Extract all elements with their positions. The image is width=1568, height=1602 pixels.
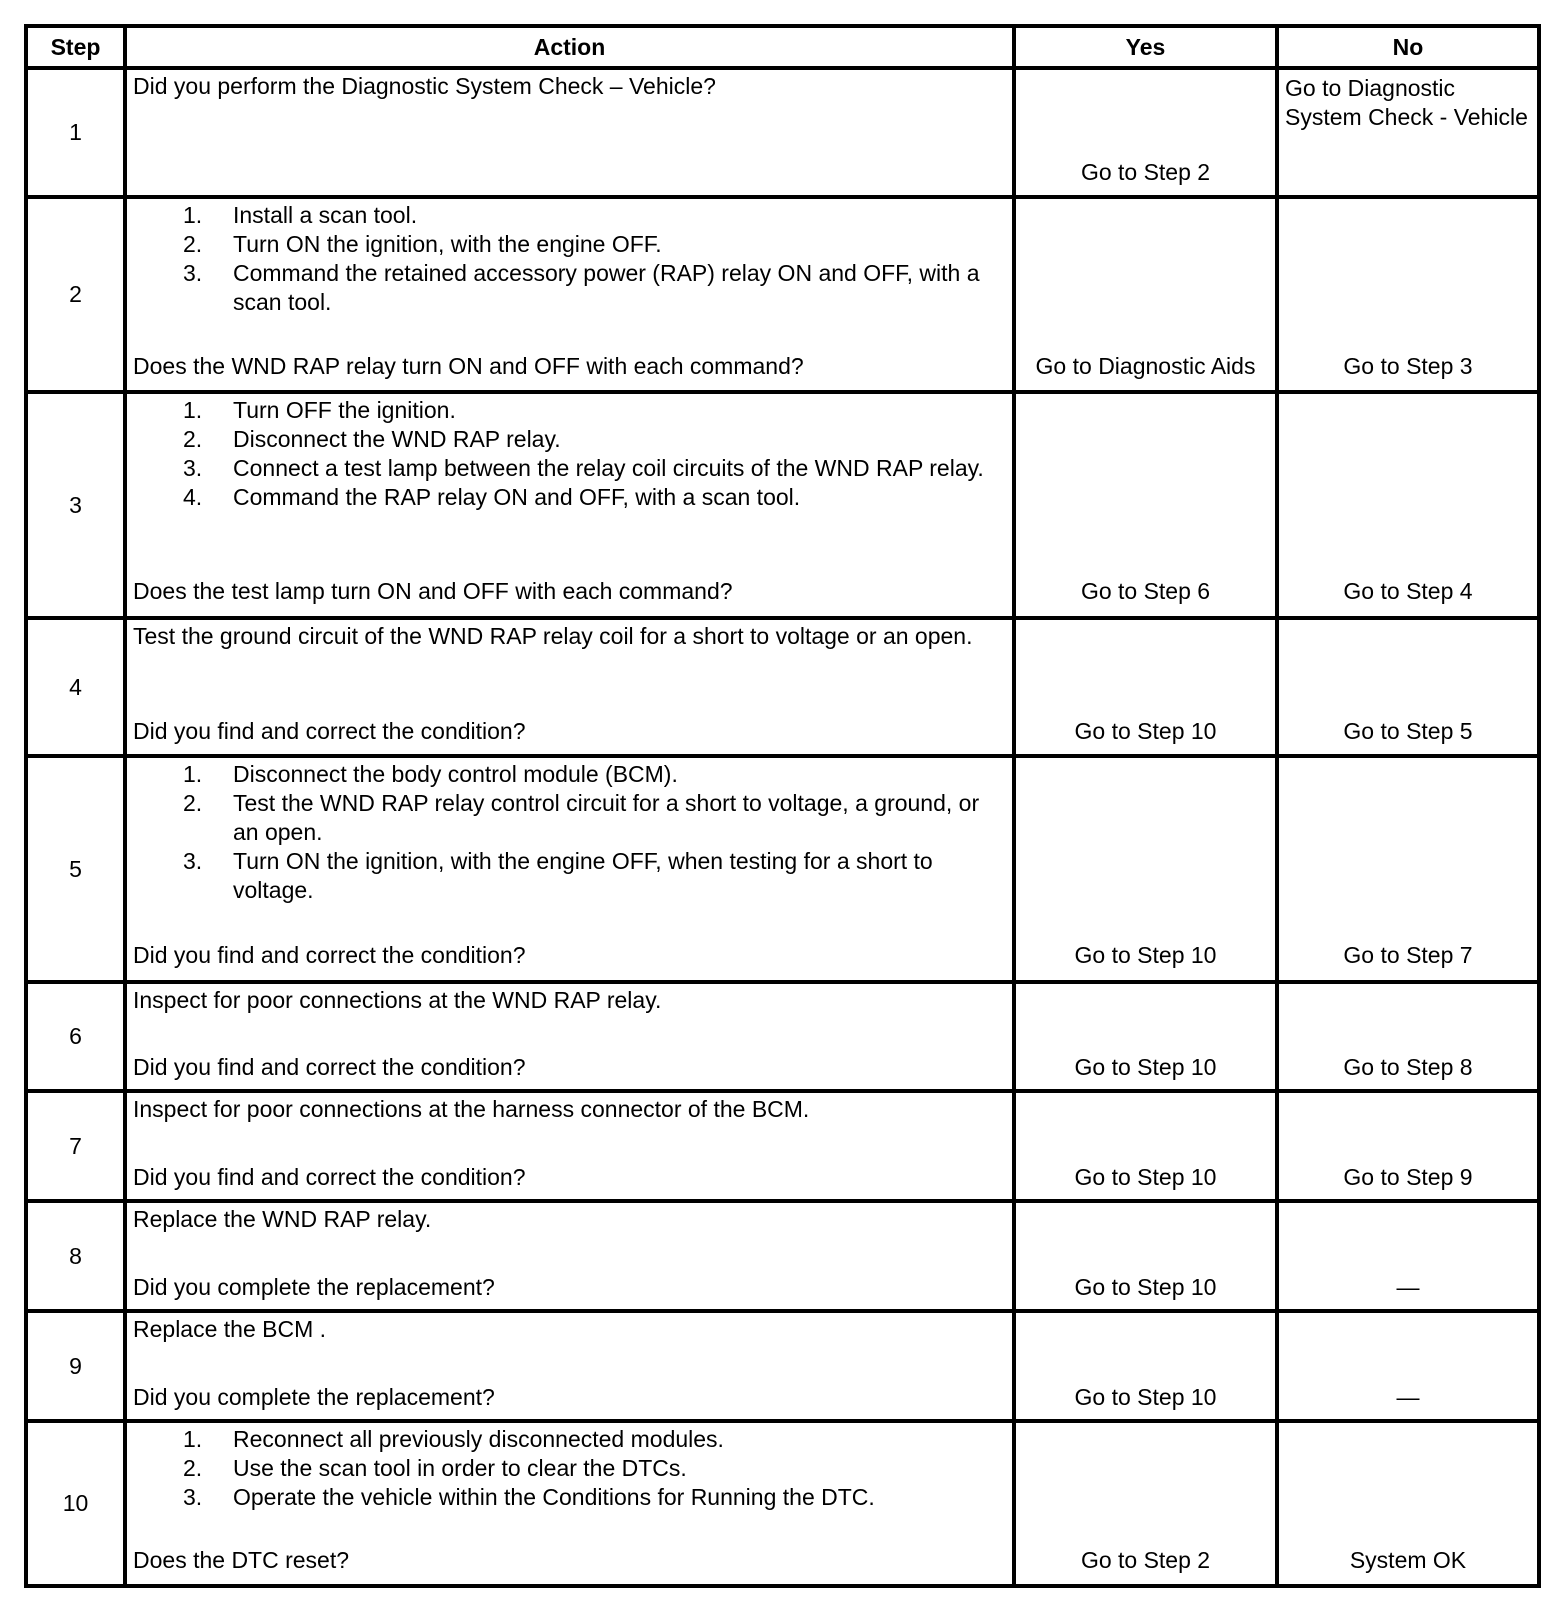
action-question: Does the test lamp turn ON and OFF with each command? bbox=[133, 577, 733, 604]
step-number: 10 bbox=[26, 1421, 125, 1586]
action-instructions bbox=[133, 201, 1006, 317]
list-item-number: 4. bbox=[183, 483, 203, 510]
yes-result: Go to Step 10 bbox=[1074, 1384, 1217, 1411]
table-row bbox=[26, 1091, 1539, 1201]
list-item-number: 1. bbox=[183, 201, 203, 228]
yes-cell bbox=[1014, 1091, 1277, 1201]
list-item bbox=[133, 425, 1006, 454]
header-step: Step bbox=[26, 26, 125, 68]
no-result: Go to Diagnostic System Check - Vehicle bbox=[1285, 75, 1528, 130]
no-cell bbox=[1277, 982, 1539, 1091]
no-result: — bbox=[1396, 1274, 1420, 1301]
action-instructions bbox=[133, 1315, 1006, 1344]
yes-result: Go to Step 10 bbox=[1074, 1164, 1217, 1191]
list-item bbox=[133, 1454, 1006, 1483]
action-text: Inspect for poor connections at the harness connector of the BCM. bbox=[133, 1096, 810, 1123]
list-item bbox=[133, 454, 1006, 483]
list-item bbox=[133, 483, 1006, 512]
list-item-text: Install a scan tool. bbox=[233, 201, 418, 228]
header-row bbox=[26, 26, 1539, 68]
table-row bbox=[26, 392, 1539, 618]
list-item bbox=[133, 230, 1006, 259]
table-row bbox=[26, 197, 1539, 392]
list-item bbox=[133, 760, 1006, 789]
action-instructions bbox=[133, 1095, 1006, 1124]
action-instructions bbox=[133, 396, 1006, 512]
action-cell bbox=[125, 197, 1014, 392]
yes-result: Go to Step 10 bbox=[1074, 718, 1217, 745]
step-number: 5 bbox=[26, 756, 125, 982]
action-cell bbox=[125, 1201, 1014, 1311]
yes-cell bbox=[1014, 197, 1277, 392]
action-instructions bbox=[133, 760, 1006, 905]
action-cell bbox=[125, 68, 1014, 197]
table-row bbox=[26, 1201, 1539, 1311]
action-instructions bbox=[133, 986, 1006, 1015]
list-item-number: 3. bbox=[183, 259, 203, 286]
no-result: Go to Step 9 bbox=[1343, 1164, 1473, 1191]
list-item-text: Operate the vehicle within the Conditions for Running the DTC. bbox=[233, 1484, 875, 1511]
list-item-text: Turn ON the ignition, with the engine OFF, when testing for a short to voltage. bbox=[233, 848, 933, 904]
action-cell bbox=[125, 392, 1014, 618]
action-cell bbox=[125, 982, 1014, 1091]
action-question: Does the DTC reset? bbox=[133, 1547, 350, 1574]
action-instructions bbox=[133, 1425, 1006, 1512]
no-result: Go to Step 5 bbox=[1343, 718, 1473, 745]
yes-result: Go to Step 2 bbox=[1080, 1547, 1211, 1574]
action-step-list bbox=[133, 201, 1006, 317]
action-cell bbox=[125, 1091, 1014, 1201]
yes-result: Go to Step 2 bbox=[1080, 159, 1211, 185]
list-item bbox=[133, 396, 1006, 425]
yes-result: Go to Step 6 bbox=[1080, 577, 1211, 604]
action-question: Did you find and correct the condition? bbox=[133, 942, 526, 969]
step-number: 6 bbox=[26, 982, 125, 1091]
list-item-text: Connect a test lamp between the relay coil circuits of the WND RAP relay. bbox=[233, 454, 984, 481]
list-item-number: 3. bbox=[183, 454, 203, 481]
step-number: 2 bbox=[26, 197, 125, 392]
table-row bbox=[26, 1421, 1539, 1586]
list-item-text: Command the retained accessory power (RAP) relay ON and OFF, with a scan tool. bbox=[233, 259, 980, 315]
table-row bbox=[26, 618, 1539, 756]
step-number: 1 bbox=[26, 68, 125, 197]
list-item-number: 3. bbox=[183, 848, 203, 875]
action-question: Did you find and correct the condition? bbox=[133, 1054, 526, 1081]
yes-cell bbox=[1014, 1421, 1277, 1586]
no-result: System OK bbox=[1349, 1547, 1467, 1574]
list-item bbox=[133, 847, 1006, 905]
list-item-text: Command the RAP relay ON and OFF, with a scan tool. bbox=[233, 483, 801, 510]
action-instructions bbox=[133, 622, 1006, 651]
no-cell bbox=[1277, 1201, 1539, 1311]
action-cell bbox=[125, 618, 1014, 756]
no-result: Go to Step 3 bbox=[1343, 352, 1473, 379]
no-cell bbox=[1277, 756, 1539, 982]
yes-cell bbox=[1014, 756, 1277, 982]
action-text: Test the ground circuit of the WND RAP relay coil for a short to voltage or an open. bbox=[133, 623, 973, 650]
list-item bbox=[133, 259, 1006, 317]
action-instructions bbox=[133, 72, 1006, 101]
no-cell bbox=[1277, 1091, 1539, 1201]
list-item-number: 1. bbox=[183, 1426, 203, 1453]
list-item-number: 2. bbox=[183, 1455, 203, 1482]
no-result: Go to Step 7 bbox=[1343, 942, 1473, 969]
list-item-number: 3. bbox=[183, 1484, 203, 1511]
yes-cell bbox=[1014, 392, 1277, 618]
list-item bbox=[133, 1483, 1006, 1512]
yes-cell bbox=[1014, 982, 1277, 1091]
header-no: No bbox=[1277, 26, 1539, 68]
list-item-number: 1. bbox=[183, 396, 203, 423]
list-item-number: 2. bbox=[183, 790, 203, 817]
step-number: 9 bbox=[26, 1311, 125, 1421]
list-item-text: Turn ON the ignition, with the engine OFF. bbox=[233, 230, 662, 257]
yes-cell bbox=[1014, 1311, 1277, 1421]
list-item bbox=[133, 789, 1006, 847]
step-number: 3 bbox=[26, 392, 125, 618]
no-result: Go to Step 4 bbox=[1343, 577, 1473, 604]
yes-result: Go to Step 10 bbox=[1074, 1054, 1217, 1081]
yes-cell bbox=[1014, 618, 1277, 756]
step-number: 7 bbox=[26, 1091, 125, 1201]
list-item-text: Reconnect all previously disconnected modules. bbox=[233, 1426, 724, 1453]
action-question: Did you find and correct the condition? bbox=[133, 1164, 526, 1191]
yes-cell bbox=[1014, 1201, 1277, 1311]
list-item bbox=[133, 1425, 1006, 1454]
no-cell bbox=[1277, 1311, 1539, 1421]
action-instructions bbox=[133, 1205, 1006, 1234]
list-item-text: Test the WND RAP relay control circuit for a short to voltage, a ground, or an open. bbox=[233, 790, 980, 846]
no-result: — bbox=[1396, 1384, 1420, 1411]
list-item-text: Disconnect the body control module (BCM). bbox=[233, 761, 678, 788]
action-step-list bbox=[133, 1425, 1006, 1512]
table-row bbox=[26, 68, 1539, 197]
action-text: Replace the WND RAP relay. bbox=[133, 1206, 432, 1233]
list-item-number: 1. bbox=[183, 761, 203, 788]
no-cell bbox=[1277, 1421, 1539, 1586]
list-item-number: 2. bbox=[183, 230, 203, 257]
no-cell bbox=[1277, 392, 1539, 618]
yes-result: Go to Step 10 bbox=[1074, 942, 1217, 969]
no-result: Go to Step 8 bbox=[1343, 1054, 1473, 1081]
list-item-text: Disconnect the WND RAP relay. bbox=[233, 425, 561, 452]
action-question: Did you complete the replacement? bbox=[133, 1274, 495, 1301]
list-item-number: 2. bbox=[183, 425, 203, 452]
step-number: 8 bbox=[26, 1201, 125, 1311]
action-cell bbox=[125, 756, 1014, 982]
yes-cell bbox=[1014, 68, 1277, 197]
action-text: Inspect for poor connections at the WND RAP relay. bbox=[133, 987, 662, 1014]
no-cell bbox=[1277, 68, 1539, 197]
action-question: Did you find and correct the condition? bbox=[133, 718, 526, 745]
action-text: Replace the BCM . bbox=[133, 1316, 327, 1343]
diagnostic-table bbox=[24, 24, 1541, 1588]
table-row bbox=[26, 1311, 1539, 1421]
table-body bbox=[26, 68, 1539, 1586]
yes-result: Go to Step 10 bbox=[1074, 1274, 1217, 1301]
header-action: Action bbox=[125, 26, 1014, 68]
no-cell bbox=[1277, 618, 1539, 756]
action-cell bbox=[125, 1311, 1014, 1421]
action-step-list bbox=[133, 396, 1006, 512]
action-step-list bbox=[133, 760, 1006, 905]
action-cell bbox=[125, 1421, 1014, 1586]
step-number: 4 bbox=[26, 618, 125, 756]
action-question: Does the WND RAP relay turn ON and OFF with each command? bbox=[133, 352, 804, 379]
action-text: Did you perform the Diagnostic System Check – Vehicle? bbox=[133, 73, 716, 99]
list-item-text: Turn OFF the ignition. bbox=[233, 396, 456, 423]
action-question: Did you complete the replacement? bbox=[133, 1384, 495, 1411]
list-item bbox=[133, 201, 1006, 230]
header-yes: Yes bbox=[1014, 26, 1277, 68]
no-cell bbox=[1277, 197, 1539, 392]
yes-result: Go to Diagnostic Aids bbox=[1035, 352, 1256, 379]
table-row bbox=[26, 756, 1539, 982]
table-row bbox=[26, 982, 1539, 1091]
list-item-text: Use the scan tool in order to clear the DTCs. bbox=[233, 1455, 687, 1482]
